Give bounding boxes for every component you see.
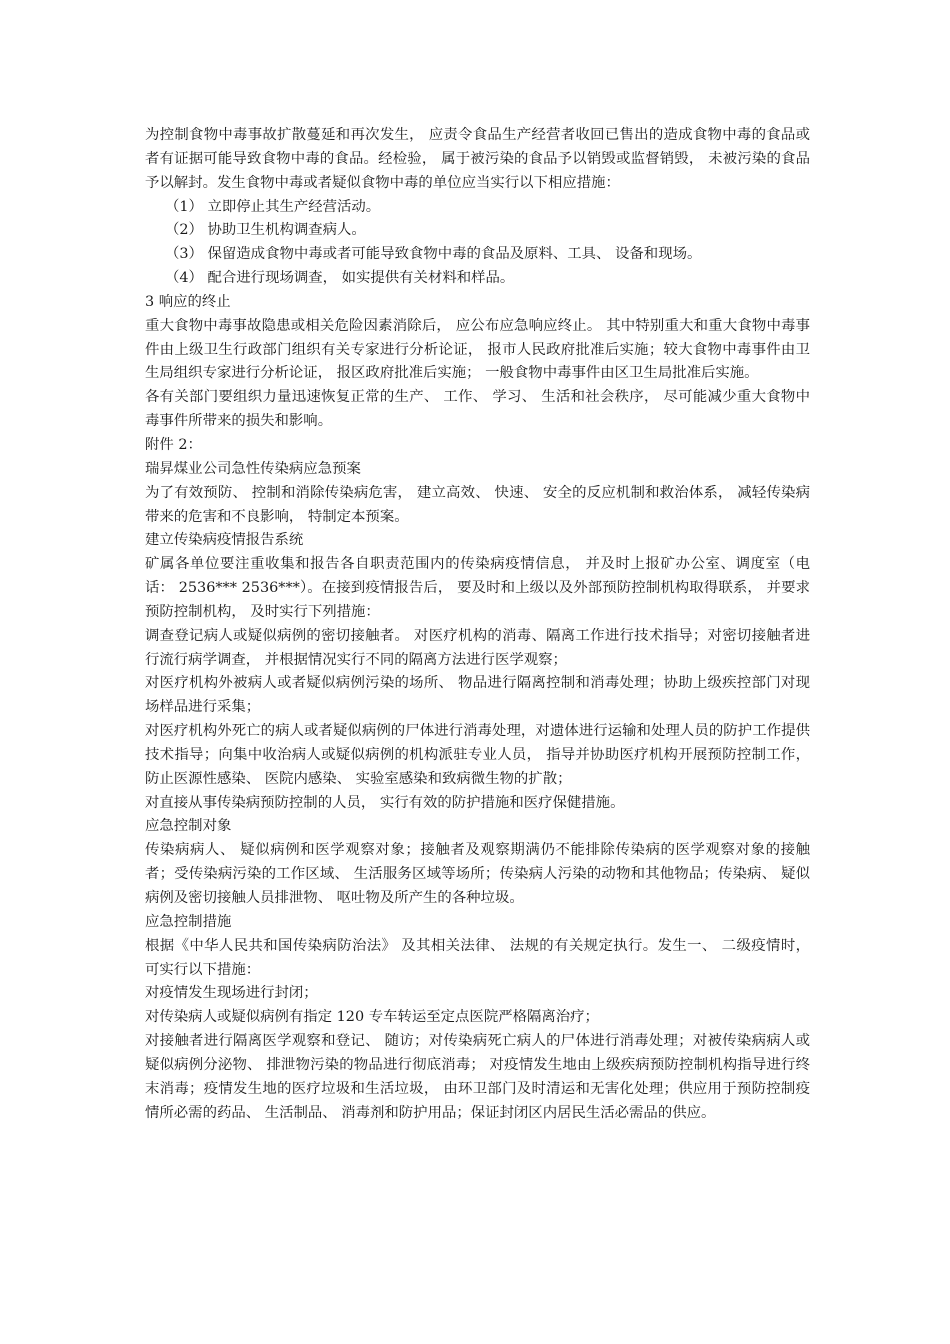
document-body [145, 124, 810, 1125]
paragraph-staff-protection: 对直接从事传染病预防控制的人员， 实行有效的防护措施和医疗保健措施。 [145, 794, 625, 811]
plan-title: 瑞昇煤业公司急性传染病应急预案 [145, 460, 361, 477]
paragraph-body-handling: 对医疗机构外死亡的病人或者疑似病例的尸体进行消毒处理，对遗体进行运输和处理人员的防护工作提供技术指导；向集中收治病人或疑似病例的机构派驻专业人员， 指导并协助医疗机构开展预防控制工作， 防止医源性感染、 医院内感染、 实验室感染和致病微生物的扩散； [145, 723, 810, 787]
paragraph-isolation-disinfection: 对接触者进行隔离医学观察和登记、 随访；对传染病死亡病人的尸体进行消毒处理；对被传染病病人或疑似病例分泌物、 排泄物污染的物品进行彻底消毒； 对疫情发生地由上级疾病预防控制机构指导进行终末消毒；疫情发生地的医疗垃圾和生活垃圾， 由环卫部门及时清运和无害化处理；供应用于预防控制疫情所必需的药品、 生活制品、 消毒剂和防护用品；保证封闭区内居民生活必需品的供应。 [145, 1033, 810, 1121]
list-item-preserve-evidence: （3） 保留造成食物中毒或者可能导致食物中毒的食品及原料、工具、 设备和现场。 [165, 246, 702, 263]
list-item-stop-operations: （1） 立即停止其生产经营活动。 [165, 198, 381, 215]
paragraph-restore-order: 各有关部门要组织力量迅速恢复正常的生产、 工作、 学习、 生活和社会秩序， 尽可能减少重大食物中毒事件所带来的损失和影响。 [145, 389, 810, 430]
attachment-label: 附件 2： [145, 436, 202, 453]
paragraph-site-closure: 对疫情发生现场进行封闭； [145, 985, 318, 1002]
paragraph-termination-procedure: 重大食物中毒事故隐患或相关危险因素消除后， 应公布应急响应终止。 其中特别重大和重大食物中毒事件由上级卫生行政部门组织有关专家进行分析论证， 报市人民政府批准后实施；较大食物中毒事件由卫生局组织专家进行分析论证， 报区政府批准后实施； 一般食物中毒事件由区卫生局批准后实施。 [145, 317, 810, 382]
paragraph-reporting-requirements: 矿属各单位要注重收集和报告各自职责范围内的传染病疫情信息， 并及时上报矿办公室、调度室（电话： 2536*** 2536***）。在接到疫情报告后， 要及时和上级以及外部预防控制机构取得联系， 并要求预防控制机构， 及时实行下列措施： [145, 556, 810, 620]
paragraph-site-disinfection: 对医疗机构外被病人或者疑似病例污染的场所、 物品进行隔离控制和消毒处理；协助上级疾控部门对现场样品进行采集； [145, 675, 810, 716]
paragraph-control-targets: 传染病病人、 疑似病例和医学观察对象；接触者及观察期满仍不能排除传染病的医学观察对象的接触者；受传染病污染的工作区域、 生活服务区域等场所；传染病人污染的动物和其他物品；传染病、 疑似病例及密切接触人员排泄物、 呕吐物及所产生的各种垃圾。 [145, 842, 810, 906]
section-heading-control-targets: 应急控制对象 [145, 818, 232, 835]
section-heading-reporting-system: 建立传染病疫情报告系统 [145, 532, 304, 549]
paragraph-contact-investigation: 调查登记病人或疑似病例的密切接触者。 对医疗机构的消毒、隔离工作进行技术指导；对密切接触者进行流行病学调查， 并根据情况实行不同的隔离方法进行医学观察； [145, 627, 810, 668]
paragraph-patient-transfer: 对传染病人或疑似病例有指定 120 专车转运至定点医院严格隔离治疗； [145, 1009, 599, 1026]
section-heading-response-termination: 3 响应的终止 [145, 293, 231, 310]
paragraph-plan-purpose: 为了有效预防、 控制和消除传染病危害， 建立高效、 快速、 安全的反应机制和救治体系， 减轻传染病带来的危害和不良影响， 特制定本预案。 [145, 484, 810, 525]
list-item-cooperate-survey: （4） 配合进行现场调查， 如实提供有关材料和样品。 [165, 270, 515, 287]
section-heading-control-measures: 应急控制措施 [145, 913, 232, 930]
paragraph-legal-basis: 根据《中华人民共和国传染病防治法》 及其相关法律、 法规的有关规定执行。发生一、 二级疫情时， 可实行以下措施： [145, 937, 810, 978]
paragraph-food-poisoning-control: 为控制食物中毒事故扩散蔓延和再次发生， 应责令食品生产经营者收回已售出的造成食物中毒的食品或者有证据可能导致食物中毒的食品。经检验， 属于被污染的食品予以销毁或监督销毁， 未被污染的食品予以解封。发生食物中毒或者疑似食物中毒的单位应当实行以下相应措施： [145, 127, 810, 191]
list-item-assist-investigation: （2） 协助卫生机构调查病人。 [165, 222, 366, 239]
